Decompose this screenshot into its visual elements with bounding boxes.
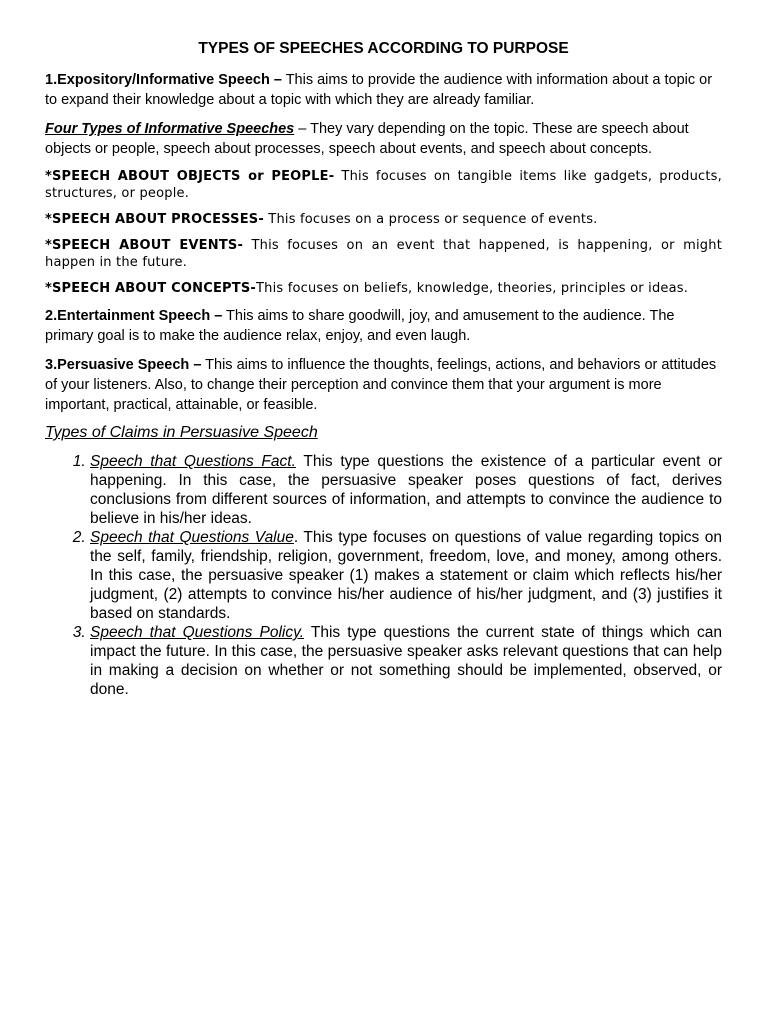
- claim-policy-title: Speech that Questions Policy.: [90, 624, 305, 641]
- claim-value-text: . This type focuses on questions of value regarding topics on the self, family, friendship, religion, government, freedom, love, and money, among others. In this case, the persuasive speaker (1) makes a statement or claim which reflects his/her judgment, (2) attempts to convince his/her audience of his/her judgment, and (3) justifies it based on standards.: [90, 529, 722, 622]
- claim-fact-title: Speech that Questions Fact.: [90, 453, 296, 470]
- events-text: This focuses on an event that happened, is happening, or might happen in the future.: [45, 238, 722, 270]
- objects-people-text: This focuses on tangible items like gadgets, products, structures, or people.: [45, 169, 722, 201]
- expository-paragraph: [45, 70, 722, 110]
- objects-people-heading: *SPEECH ABOUT OBJECTS or PEOPLE-: [45, 169, 335, 184]
- four-types-paragraph: [45, 119, 722, 159]
- persuasive-paragraph: [45, 355, 722, 415]
- entertainment-heading: 2.Entertainment Speech –: [45, 308, 223, 324]
- claim-item-fact: [90, 452, 722, 528]
- document-title: TYPES OF SPEECHES ACCORDING TO PURPOSE: [198, 40, 569, 57]
- concepts-paragraph: [45, 280, 722, 297]
- claim-item-value: [90, 528, 722, 623]
- persuasive-text: This aims to influence the thoughts, feelings, actions, and behaviors or attitudes of your listeners. Also, to change their perception and convince them that your argument is more important, practical, attainable, or feasible.: [45, 357, 717, 413]
- claim-item-policy: [90, 623, 722, 699]
- expository-heading: 1.Expository/Informative Speech –: [45, 72, 282, 88]
- events-heading: *SPEECH ABOUT EVENTS-: [45, 238, 244, 253]
- document-page: [45, 38, 722, 699]
- expository-text: This aims to provide the audience with information about a topic or to expand their knowledge about a topic with which they are already familiar.: [45, 72, 713, 108]
- claim-value-title: Speech that Questions Value: [90, 529, 294, 546]
- entertainment-paragraph: [45, 306, 722, 346]
- entertainment-text: This aims to share goodwill, joy, and amusement to the audience. The primary goal is to make the audience relax, enjoy, and even laugh.: [45, 308, 675, 344]
- processes-text: This focuses on a process or sequence of events.: [263, 212, 598, 227]
- four-types-text: – They vary depending on the topic. These are speech about objects or people, speech about processes, speech about events, and speech about concepts.: [45, 121, 689, 157]
- concepts-heading: *SPEECH ABOUT CONCEPTS-: [45, 281, 257, 296]
- persuasive-heading: 3.Persuasive Speech –: [45, 357, 202, 373]
- claim-policy-text: This type questions the current state of things which can impact the future. In this case, the persuasive speaker asks relevant questions that can help in making a decision on whether or not something should be implemented, observed, or done.: [90, 624, 723, 698]
- claims-heading: Types of Claims in Persuasive Speech: [45, 424, 318, 441]
- objects-people-paragraph: [45, 168, 722, 202]
- claim-fact-text: This type questions the existence of a particular event or happening. In this case, the persuasive speaker poses questions of fact, derives conclusions from different sources of information, and attempts to convince the audience to believe in his/her ideas.: [90, 453, 722, 527]
- four-types-heading: Four Types of Informative Speeches: [45, 121, 295, 137]
- processes-heading: *SPEECH ABOUT PROCESSES-: [45, 212, 264, 227]
- claims-list: [45, 452, 722, 699]
- events-paragraph: [45, 237, 722, 271]
- concepts-text: This focuses on beliefs, knowledge, theories, principles or ideas.: [256, 281, 689, 296]
- processes-paragraph: [45, 211, 722, 228]
